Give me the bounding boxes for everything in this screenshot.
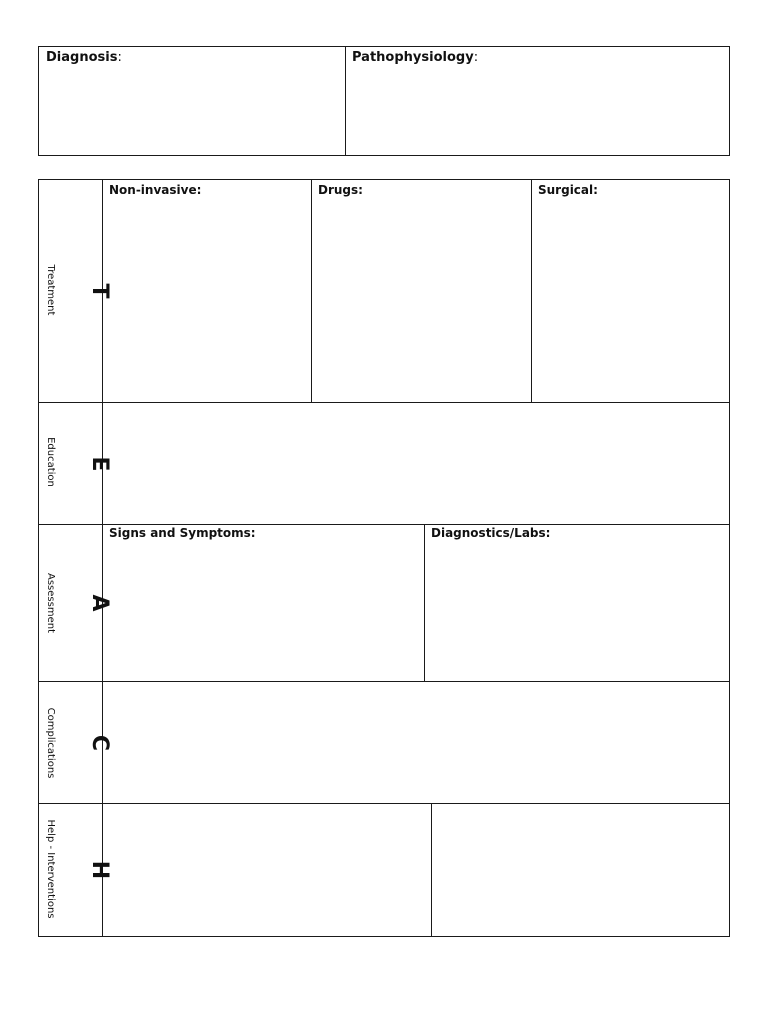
help-divider <box>431 804 432 936</box>
side-treatment-letter: T <box>87 283 112 299</box>
side-treatment-word: Treatment <box>45 264 56 316</box>
treatment-divider-1 <box>311 180 312 402</box>
row-divider-complications <box>39 803 729 804</box>
side-education-word: Education <box>45 437 56 487</box>
side-help-letter: H <box>87 860 112 880</box>
teach-grid <box>38 179 730 937</box>
side-complications-word-clip <box>39 702 69 784</box>
row-divider-assessment <box>39 681 729 682</box>
side-treatment-word-clip <box>39 258 69 322</box>
drugs-label: Drugs: <box>318 183 363 197</box>
side-education-letter: E <box>87 455 112 472</box>
side-education <box>39 403 112 524</box>
pathophysiology-label <box>352 50 478 65</box>
non-invasive-label: Non-invasive: <box>109 183 202 197</box>
side-complications <box>39 682 112 803</box>
side-education-word-clip <box>39 433 69 491</box>
treatment-divider-2 <box>531 180 532 402</box>
header-box <box>38 46 730 156</box>
pathophysiology-label-text: Pathophysiology <box>352 50 474 65</box>
assessment-divider <box>424 525 425 681</box>
side-complications-word: Complications <box>45 707 56 779</box>
pathophysiology-colon: : <box>473 50 479 65</box>
diagnosis-label-text: Diagnosis <box>46 50 118 65</box>
diagnostics-labs-label: Diagnostics/Labs: <box>431 526 551 540</box>
side-assessment-letter: A <box>87 594 112 612</box>
side-assessment-word-clip <box>39 569 69 637</box>
diagnosis-label <box>46 50 122 65</box>
surgical-label: Surgical: <box>538 183 598 197</box>
side-assessment <box>39 525 112 681</box>
header-divider <box>345 47 346 155</box>
diagnosis-colon: : <box>117 50 122 65</box>
side-complications-letter: C <box>87 734 112 751</box>
side-treatment <box>39 180 112 402</box>
side-help-word-clip <box>39 810 69 928</box>
side-help <box>39 804 112 936</box>
side-assessment-word: Assessment <box>45 573 56 633</box>
row-divider-education <box>39 524 729 525</box>
row-divider-treatment <box>39 402 729 403</box>
signs-and-symptoms-label: Signs and Symptoms: <box>109 526 256 540</box>
side-help-word: Help - Interventions <box>45 819 56 919</box>
